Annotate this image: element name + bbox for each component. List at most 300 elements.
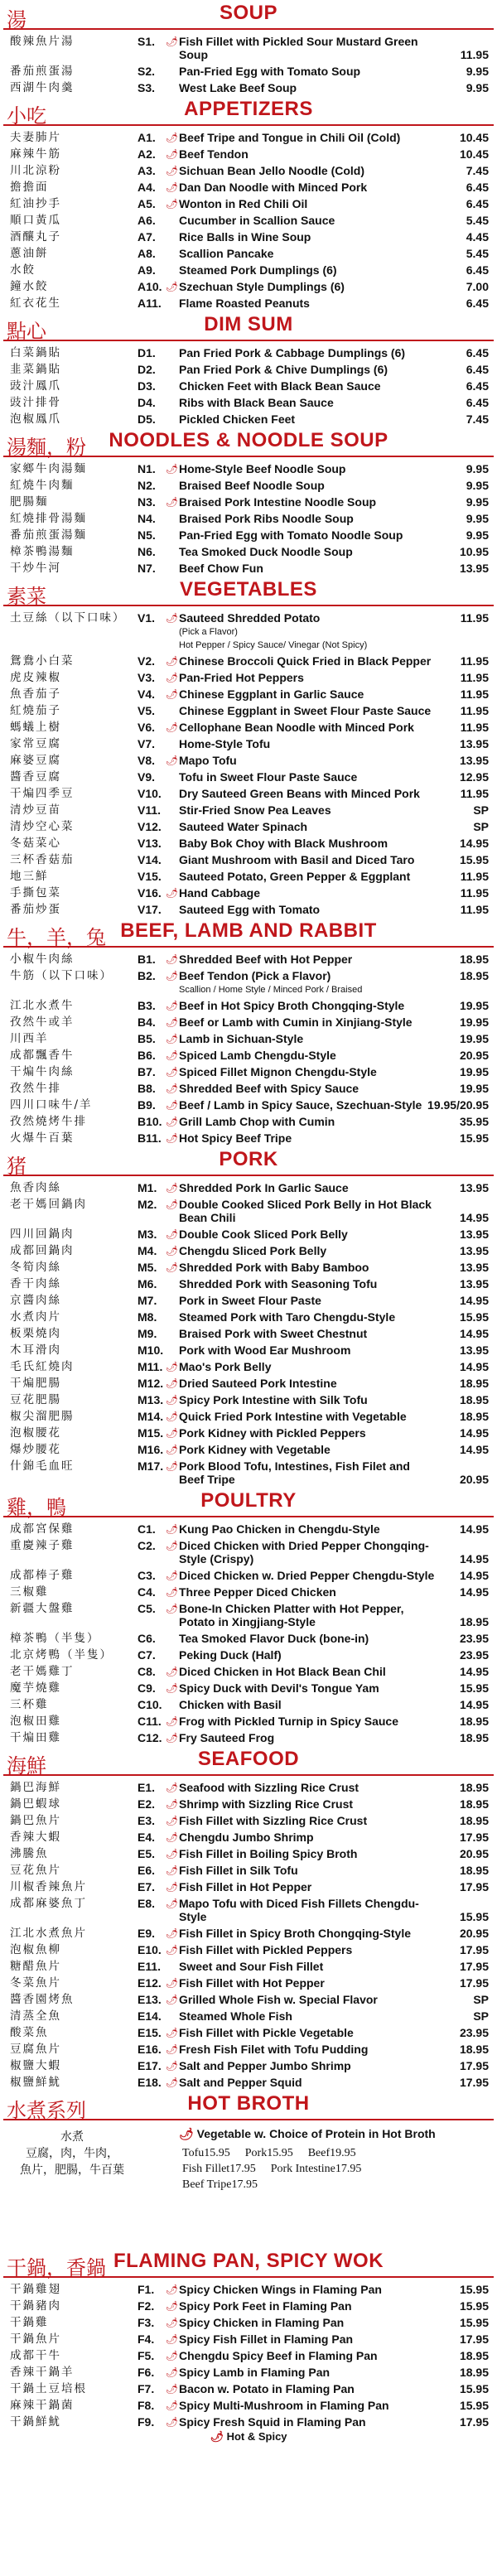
item-price: 15.95 (459, 1910, 489, 1923)
item-chinese-name: 紅燒茄子 (10, 704, 61, 717)
item-chinese-name: 手撕包菜 (10, 886, 61, 900)
item-code: E6. (138, 1864, 156, 1877)
menu-item (0, 1779, 497, 1796)
hot-spicy-icon: 🌶 (166, 721, 179, 733)
menu-item (0, 951, 497, 967)
item-name: Three Pepper Diced Chicken (179, 1585, 336, 1599)
item-price: 9.95 (466, 495, 489, 509)
hot-spicy-icon: 🌶 (166, 1199, 179, 1210)
item-chinese-name: 魚香茄子 (10, 687, 61, 701)
section-title: PORK (219, 1148, 278, 1170)
item-price: 35.95 (459, 1115, 489, 1128)
menu-item (0, 653, 497, 669)
item-code: M7. (138, 1294, 157, 1307)
item-code: C12. (138, 1731, 162, 1744)
hot-spicy-icon: 🌶 (166, 463, 179, 475)
protein-label: Tofu (182, 2147, 205, 2159)
item-code: M15. (138, 1426, 164, 1440)
item-price: 19.95/20.95 (427, 1098, 489, 1112)
item-note: (Pick a Flavor) (179, 627, 238, 637)
item-name: Sweet and Sour Fish Fillet (179, 1960, 324, 1973)
item-price: 14.95 (459, 1585, 489, 1599)
item-chinese-name: 木耳滑肉 (10, 1343, 61, 1357)
item-code: F5. (138, 2349, 155, 2362)
item-name: Fish Fillet with Pickled Peppers (179, 1943, 353, 1956)
menu-item (0, 278, 497, 295)
item-chinese-name: 什錦毛血旺 (10, 1459, 75, 1473)
item-code: C4. (138, 1585, 156, 1599)
menu-item (0, 610, 497, 626)
section-title-chinese: 湯 (7, 8, 27, 31)
item-code: N6. (138, 545, 156, 558)
item-code: E17. (138, 2059, 162, 2072)
item-chinese-name: 泡椒田雞 (10, 1715, 61, 1728)
item-chinese-name: 鴛鴦小白菜 (10, 654, 75, 668)
item-name: Cellophane Bean Noodle with Minced Pork (179, 721, 414, 734)
item-chinese-name: 孜然燒烤牛排 (10, 1115, 87, 1128)
section-title: FLAMING PAN, SPICY WOK (113, 2250, 384, 2272)
menu-item (0, 2298, 497, 2314)
item-name: Pan Fried Pork & Chive Dumplings (6) (179, 363, 388, 376)
item-code: N7. (138, 562, 156, 575)
item-price: 18.95 (459, 1615, 489, 1628)
item-price: 9.95 (466, 528, 489, 542)
item-price: 7.00 (466, 280, 489, 293)
item-price: 17.95 (459, 1976, 489, 1990)
item-name: Fish Fillet in Silk Tofu (179, 1864, 298, 1877)
item-price: 11.95 (460, 704, 489, 717)
hot-spicy-icon: 🌶 (166, 1245, 179, 1257)
item-name: Baby Bok Choy with Black Mushroom (179, 837, 388, 850)
menu-item (0, 80, 497, 96)
item-code: F3. (138, 2316, 155, 2329)
item-chinese-name: 成都飄香牛 (10, 1049, 75, 1062)
item-price: 14.95 (459, 1327, 489, 1340)
menu-item (0, 686, 497, 702)
hot-broth-price (182, 2161, 256, 2177)
hot-spicy-icon: 🌶 (166, 198, 179, 210)
hot-broth-price (245, 2145, 293, 2161)
item-name: Fish Fillet with Pickle Vegetable (179, 2026, 354, 2039)
hot-spicy-icon: 🌶 (179, 2127, 197, 2140)
menu-item (0, 494, 497, 510)
item-name: Rice Balls in Wine Soup (179, 230, 311, 244)
item-price: 13.95 (459, 562, 489, 575)
hot-spicy-icon: 🌶 (166, 1460, 179, 1472)
item-name: Shrimp with Sizzling Rice Crust (179, 1797, 354, 1811)
hot-spicy-icon: 🌶 (166, 181, 179, 193)
item-name: Beef Tendon (Pick a Flavor) (179, 969, 331, 982)
item-price: 17.95 (459, 1943, 489, 1956)
menu-item (0, 997, 497, 1014)
item-code: M10. (138, 1343, 164, 1357)
item-name: Diced Chicken w. Dried Pepper Chengdu-Style (179, 1569, 435, 1582)
menu-item (0, 1080, 497, 1097)
section-title-chinese: 點心 (7, 320, 46, 343)
item-name: Sauteed Egg with Tomato (179, 903, 321, 916)
item-chinese-name: 清炒空心菜 (10, 820, 75, 833)
item-chinese-name: 夫妻肺片 (10, 131, 61, 144)
item-chinese-name: 酸菜魚 (10, 2026, 49, 2039)
item-price: 13.95 (459, 1181, 489, 1194)
menu-item (0, 2314, 497, 2331)
item-code: S1. (138, 35, 156, 48)
item-price: 17.95 (459, 1960, 489, 1973)
hot-spicy-icon: 🌶 (166, 1898, 179, 1909)
item-name: Sauteed Potato, Green Pepper & Eggplant (179, 870, 411, 883)
item-name: Flame Roasted Peanuts (179, 297, 310, 310)
item-price: 13.95 (459, 1277, 489, 1290)
item-name: Chicken with Basil (179, 1698, 282, 1711)
item-code: N1. (138, 462, 156, 475)
item-name: Chengdu Sliced Pork Belly (179, 1244, 327, 1257)
menu-item (0, 1030, 497, 1047)
item-name: West Lake Beef Soup (179, 81, 297, 94)
menu-item (0, 146, 497, 162)
item-name: Fish Fillet in Boiling Spicy Broth (179, 1847, 358, 1860)
item-price: 18.95 (459, 1410, 489, 1423)
item-name: Home-Style Beef Noodle Soup (179, 462, 346, 475)
menu-item (0, 394, 497, 411)
item-price: 11.95 (460, 687, 489, 701)
item-code: A11. (138, 297, 162, 310)
item-chinese-name: 三杯雞 (10, 1698, 49, 1711)
item-code: E13. (138, 1993, 162, 2006)
item-chinese-name: 泡椒腰花 (10, 1426, 61, 1440)
section-title: BEEF, LAMB AND RABBIT (120, 919, 377, 942)
item-price: 11.95 (460, 870, 489, 883)
item-chinese-name: 豆花魚片 (10, 1864, 61, 1877)
item-price: 15.95 (459, 2382, 489, 2395)
item-chinese-name: 香干肉絲 (10, 1277, 61, 1290)
section-title-chinese: 小吃 (7, 104, 46, 128)
item-chinese-name: 蔥油餅 (10, 247, 49, 260)
hot-spicy-icon: 🌶 (166, 1881, 179, 1893)
item-price: 10.45 (459, 147, 489, 161)
item-price: 17.95 (459, 1831, 489, 1844)
item-code: E3. (138, 1814, 156, 1827)
item-price: SP (473, 2009, 489, 2023)
hot-spicy-icon: 🌶 (166, 2317, 179, 2328)
item-price: 14.95 (459, 1698, 489, 1711)
item-chinese-name: 酸辣魚片湯 (10, 35, 75, 48)
menu-item (0, 295, 497, 311)
item-chinese-name: 紅燒牛肉麵 (10, 479, 75, 492)
item-chinese-name: 鍋巴海鮮 (10, 1781, 61, 1794)
item-code: A5. (138, 197, 156, 210)
menu-item (0, 1097, 497, 1113)
item-price: 14.95 (459, 1211, 489, 1224)
item-price: 18.95 (459, 1797, 489, 1811)
hot-broth-price (182, 2177, 258, 2192)
item-code: M4. (138, 1244, 157, 1257)
hot-spicy-icon: 🌶 (166, 1994, 179, 2005)
menu-item (0, 1342, 497, 1358)
item-price: 23.95 (459, 1632, 489, 1645)
hot-spicy-icon: 🌶 (166, 2300, 179, 2312)
menu-item (0, 1441, 497, 1458)
item-price: 14.95 (459, 1360, 489, 1373)
menu-item (0, 1713, 497, 1729)
item-code: M3. (138, 1228, 157, 1241)
hot-spicy-icon: 🌶 (166, 1864, 179, 1876)
item-price: 19.95 (459, 1015, 489, 1029)
menu-item (0, 1537, 497, 1567)
item-code: V1. (138, 611, 156, 625)
item-price: 6.45 (466, 297, 489, 310)
hot-spicy-icon: 🌶 (166, 2350, 179, 2361)
item-chinese-name: 豆花肥腸 (10, 1393, 61, 1406)
menu-section (0, 2248, 497, 2430)
item-code: D5. (138, 412, 156, 426)
item-chinese-name: 干鍋鮮魷 (10, 2415, 61, 2429)
item-chinese-name: 北京烤鴨（半隻） (10, 1648, 113, 1662)
hot-spicy-icon: 🌶 (166, 1377, 179, 1389)
hot-spicy-icon: 🌶 (166, 1132, 179, 1144)
item-chinese-name: 干鍋雞翅 (10, 2283, 61, 2296)
item-note: Scallion / Home Style / Minced Pork / Braised (179, 985, 363, 995)
item-chinese-name: 豉汁排骨 (10, 396, 61, 409)
item-code: M9. (138, 1327, 157, 1340)
item-price: 17.95 (459, 2415, 489, 2429)
menu-item (0, 1047, 497, 1064)
hot-broth-chinese-line: 豆腐，肉，牛肉， (26, 2147, 118, 2160)
protein-label: Beef (307, 2147, 331, 2159)
hot-spicy-icon: 🌶 (166, 2043, 179, 2055)
item-price: SP (473, 803, 489, 817)
item-code: M5. (138, 1261, 157, 1274)
item-name: Chinese Eggplant in Garlic Sauce (179, 687, 364, 701)
menu-item (0, 1729, 497, 1746)
menu-item (0, 702, 497, 719)
menu-item (0, 2331, 497, 2347)
item-code: A4. (138, 181, 156, 194)
menu-item (0, 2041, 497, 2057)
menu-item (0, 33, 497, 63)
item-code: V5. (138, 704, 156, 717)
menu-item (0, 785, 497, 802)
item-price: 17.95 (459, 1880, 489, 1893)
item-chinese-name: 番茄煎蛋湯麵 (10, 528, 87, 542)
item-chinese-name: 魔芋燒雞 (10, 1681, 61, 1695)
section-title: DIM SUM (204, 313, 293, 335)
hot-spicy-icon: 🌶 (166, 1666, 179, 1677)
section-title: APPETIZERS (184, 98, 313, 120)
item-name: Shredded Beef with Spicy Sauce (179, 1082, 359, 1095)
item-name: Beef Tendon (179, 147, 248, 161)
item-code: A3. (138, 164, 156, 177)
item-code: C1. (138, 1522, 156, 1536)
menu-item (0, 1392, 497, 1408)
menu-item (0, 1521, 497, 1537)
item-chinese-name: 泡椒鳳爪 (10, 412, 61, 426)
item-price: 15.95 (459, 1131, 489, 1145)
section-header (3, 311, 494, 341)
item-name: Spiced Fillet Mignon Chengdu-Style (179, 1065, 377, 1078)
section-header (3, 96, 494, 126)
hot-spicy-icon: 🌶 (166, 2077, 179, 2088)
item-price: 17.95 (459, 2059, 489, 2072)
item-chinese-name: 江北水煮牛 (10, 999, 75, 1012)
protein-price: 17.95 (229, 2163, 256, 2175)
menu-section (0, 96, 497, 311)
item-price: 18.95 (459, 2349, 489, 2362)
menu-item (0, 63, 497, 80)
menu-item (0, 1663, 497, 1680)
item-chinese-name: 重慶辣子雞 (10, 1539, 75, 1552)
hot-spicy-icon: 🌶 (166, 1033, 179, 1044)
hot-spicy-icon: 🌶 (166, 1361, 179, 1372)
item-code: F2. (138, 2299, 155, 2313)
item-price: 9.95 (466, 81, 489, 94)
menu-item (0, 262, 497, 278)
protein-label: Pork Intestine (270, 2163, 335, 2175)
item-code: V3. (138, 671, 156, 684)
item-name: Salt and Pepper Jumbo Shrimp (179, 2059, 351, 2072)
item-name: Tofu in Sweet Flour Paste Sauce (179, 770, 358, 784)
item-price: 14.95 (459, 1665, 489, 1678)
item-chinese-name: 糖醋魚片 (10, 1960, 61, 1973)
menu-item (0, 901, 497, 918)
item-price: SP (473, 820, 489, 833)
item-chinese-name: 家常豆腐 (10, 737, 61, 750)
hot-spicy-icon: 🌶 (166, 970, 179, 982)
item-chinese-name: 泡椒魚柳 (10, 1943, 61, 1956)
item-chinese-name: 樟茶鴨（半隻） (10, 1632, 100, 1645)
menu-item (0, 461, 497, 477)
item-name: Spicy Pork Feet in Flaming Pan (179, 2299, 352, 2313)
hot-spicy-icon: 🌶 (166, 2027, 179, 2038)
item-name: Grilled Whole Fish w. Special Flavor (179, 1993, 378, 2006)
item-price: 14.95 (459, 1522, 489, 1536)
item-price: 19.95 (459, 1082, 489, 1095)
menu-item (0, 1925, 497, 1942)
item-code: M1. (138, 1181, 157, 1194)
item-name: Beef in Hot Spicy Broth Chongqing-Style (179, 999, 405, 1012)
hot-broth-chinese-line: 魚片，肥腸，牛百葉 (20, 2164, 124, 2177)
item-price: 9.95 (466, 65, 489, 78)
item-price: 20.95 (459, 1473, 489, 1486)
protein-price: 17.95 (335, 2163, 362, 2175)
menu-section (0, 0, 497, 96)
item-price: 11.95 (460, 886, 489, 900)
item-chinese-name: 京醬肉絲 (10, 1294, 61, 1307)
protein-price: 19.95 (330, 2147, 356, 2159)
menu-item (0, 2057, 497, 2074)
menu-item (0, 345, 497, 361)
item-name: Sauteed Shredded Potato (179, 611, 321, 625)
hot-spicy-icon: 🌶 (166, 1815, 179, 1826)
item-chinese-name: 干鍋雞 (10, 2316, 49, 2329)
item-chinese-name: 干鍋豬肉 (10, 2299, 61, 2313)
item-code: A6. (138, 214, 156, 227)
menu-item (0, 1584, 497, 1600)
menu-item (0, 752, 497, 769)
item-chinese-name: 土豆絲（以下口味） (10, 611, 126, 625)
item-price: 18.95 (459, 1731, 489, 1744)
item-price: 15.95 (459, 2299, 489, 2313)
hot-broth-price (271, 2161, 362, 2177)
item-chinese-name: 椒鹽大蝦 (10, 2059, 61, 2072)
protein-price: 15.95 (204, 2147, 230, 2159)
item-code: V16. (138, 886, 162, 900)
menu-item (0, 1179, 497, 1196)
item-code: M6. (138, 1277, 157, 1290)
hot-spicy-icon: 🌶 (166, 36, 179, 47)
item-code: V17. (138, 903, 162, 916)
item-code: F9. (138, 2415, 155, 2429)
item-name: Fish Fillet with Pickled Sour Mustard Green Soup (179, 35, 418, 61)
item-price: 5.45 (466, 247, 489, 260)
item-chinese-name: 孜然牛排 (10, 1082, 61, 1095)
hot-broth-price-row (182, 2145, 447, 2161)
hot-spicy-icon: 🌶 (166, 1427, 179, 1439)
menu-item (0, 1325, 497, 1342)
item-code: C9. (138, 1681, 156, 1695)
item-code: F6. (138, 2366, 155, 2379)
menu-item (0, 1567, 497, 1584)
item-price: 6.45 (466, 263, 489, 277)
item-chinese-name: 小椒牛肉絲 (10, 953, 75, 966)
hot-broth-prices (182, 2145, 447, 2192)
item-chinese-name: 冬菜魚片 (10, 1976, 61, 1990)
item-price: 7.45 (466, 164, 489, 177)
item-code: A9. (138, 263, 156, 277)
hot-spicy-icon: 🌶 (166, 655, 179, 667)
menu-item (0, 1895, 497, 1925)
item-chinese-name: 紅油抄手 (10, 197, 61, 210)
item-name: Sauteed Water Spinach (179, 820, 308, 833)
item-price: 11.95 (460, 787, 489, 800)
item-name: Dried Sauteed Pork Intestine (179, 1377, 337, 1390)
item-chinese-name: 番茄炒蛋 (10, 903, 61, 916)
menu-item (0, 543, 497, 560)
hot-spicy-icon: 🌶 (166, 672, 179, 683)
hot-spicy-icon: 🌶 (166, 1049, 179, 1061)
menu-item (0, 2397, 497, 2414)
item-chinese-name: 酒釀丸子 (10, 230, 61, 244)
hot-spicy-icon: 🌶 (166, 2060, 179, 2072)
protein-price: 17.95 (231, 2178, 258, 2191)
hot-spicy-icon: 🌶 (166, 755, 179, 766)
item-name: Kung Pao Chicken in Chengdu-Style (179, 1522, 380, 1536)
item-name: Seafood with Sizzling Rice Crust (179, 1781, 359, 1794)
item-code: E2. (138, 1797, 156, 1811)
hot-spicy-icon: 🌶 (166, 887, 179, 899)
item-name: Ribs with Black Bean Sauce (179, 396, 334, 409)
item-chinese-name: 江北水煮魚片 (10, 1927, 87, 1940)
item-name: Braised Pork Intestine Noodle Soup (179, 495, 377, 509)
menu-item (0, 527, 497, 543)
item-price: 14.95 (459, 1569, 489, 1582)
item-code: C10. (138, 1698, 162, 1711)
hot-spicy-icon: 🌶 (166, 1732, 179, 1744)
item-name: Stir-Fried Snow Pea Leaves (179, 803, 331, 817)
item-code: M16. (138, 1443, 164, 1456)
item-code: E18. (138, 2076, 162, 2089)
menu-item (0, 378, 497, 394)
hot-spicy-icon: 🌶 (166, 1603, 179, 1614)
item-name: Mao's Pork Belly (179, 1360, 272, 1373)
item-code: B6. (138, 1049, 156, 1062)
menu-item (0, 1458, 497, 1488)
hot-spicy-icon: 🌶 (166, 1066, 179, 1078)
menu-item (0, 1975, 497, 1991)
menu-item (0, 1259, 497, 1276)
hot-spicy-icon: 🌶 (166, 1016, 179, 1028)
item-code: V9. (138, 770, 156, 784)
protein-label: Pork (244, 2147, 268, 2159)
